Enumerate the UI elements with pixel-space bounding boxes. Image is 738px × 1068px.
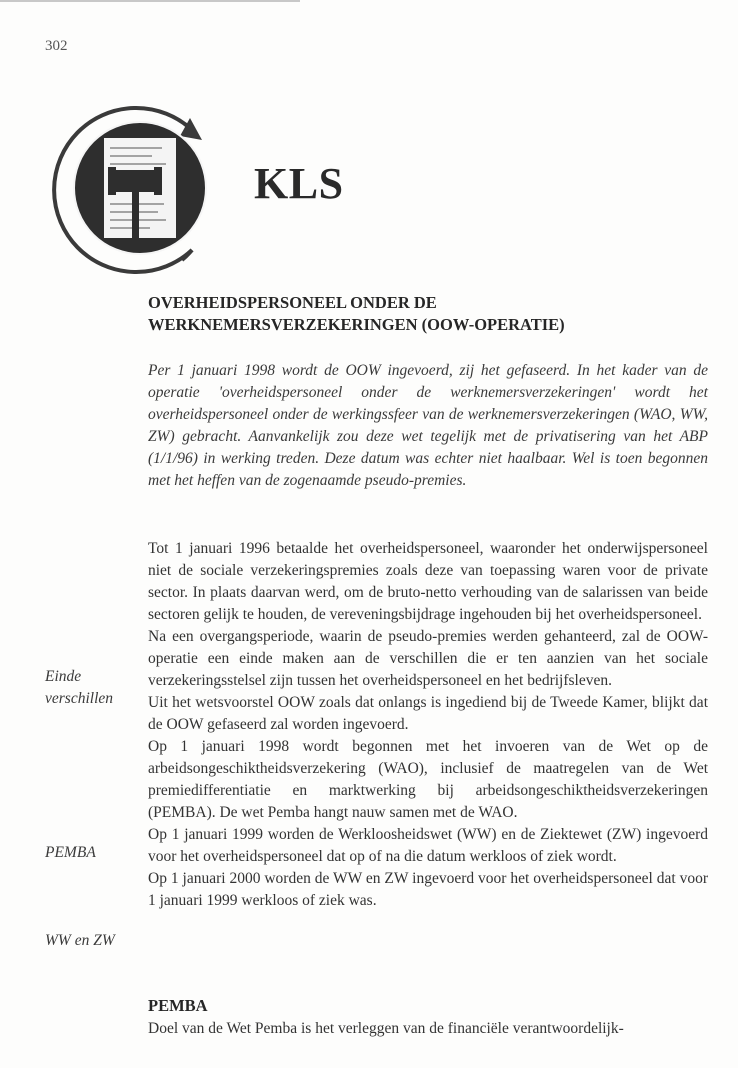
article-body [148,538,708,912]
body-paragraph: Op 1 januari 1998 wordt begonnen met het invoeren van de Wet op de arbeidsongeschiktheidsverzekering (WAO), inclusief de maatregelen van de Wet premiedifferentiatie en marktwerking bij arbeidsongeschiktheidsverzekeringen (PEMBA). De wet Pemba hangt nauw samen met de WAO. [148,738,708,821]
gavel-document-icon [42,100,224,282]
section-title: KLS [254,159,344,208]
article-heading: OVERHEIDSPERSONEEL ONDER DE WERKNEMERSVERZEKERINGEN (OOW-OPERATIE) [148,293,565,334]
top-rule [0,0,300,2]
intro-paragraph: Per 1 januari 1998 wordt de OOW ingevoerd, zij het gefaseerd. In het kader van de operatie 'overheidspersoneel onder de werknemersverzekeringen' wordt het overheidspersoneel onder de werkingssfeer van de werknemersverzekeringen (WAO, WW, ZW) gebracht. Aanvankelijk zou deze wet tegelijk met de privatisering van het ABP (1/1/96) in werking treden. Deze datum was echter niet haalbaar. Wel is toen begonnen met het heffen van de zogenaamde pseudo-premies. [148,362,708,489]
body-paragraph: Na een overgangsperiode, waarin de pseudo-premies werden gehanteerd, zal de OOW-operatie een einde maken aan de verschillen die er ten aanzien van het sociale verzekeringsstelsel zijn tussen het overheidspersoneel en het bedrijfsleven. [148,628,708,689]
margin-note-pemba: PEMBA [45,844,96,861]
margin-note-ww-zw: WW en ZW [45,932,115,949]
body-paragraph: Tot 1 januari 1996 betaalde het overheidspersoneel, waaronder het onderwijspersoneel niet de sociale verzekeringspremies zoals deze van toepassing waren voor de private sector. In plaats daarvan werd, om de bruto-netto verhouding van de salarissen van beide sectoren gelijk te houden, de vereveningsbijdrage ingehouden bij het overheidspersoneel. [148,540,708,623]
margin-note-verschillen: verschillen [45,690,114,707]
subheading-pemba: PEMBA [148,996,208,1015]
body-paragraph: Uit het wetsvoorstel OOW zoals dat onlangs is ingediend bij de Tweede Kamer, blijkt dat de OOW gefaseerd zal worden ingevoerd. [148,694,708,733]
pemba-paragraph: Doel van de Wet Pemba is het verleggen van de financiële verantwoordelijk- [148,1020,624,1037]
body-paragraph: Op 1 januari 2000 worden de WW en ZW ingevoerd voor het overheidspersoneel dat voor 1 januari 1999 werkloos of ziek was. [148,870,708,909]
margin-note-einde: Einde [45,668,82,685]
page-number: 302 [45,38,68,54]
body-paragraph: Op 1 januari 1999 worden de Werkloosheidswet (WW) en de Ziektewet (ZW) ingevoerd voor het overheidspersoneel dat op of na die datum werkloos of ziek wordt. [148,826,708,865]
